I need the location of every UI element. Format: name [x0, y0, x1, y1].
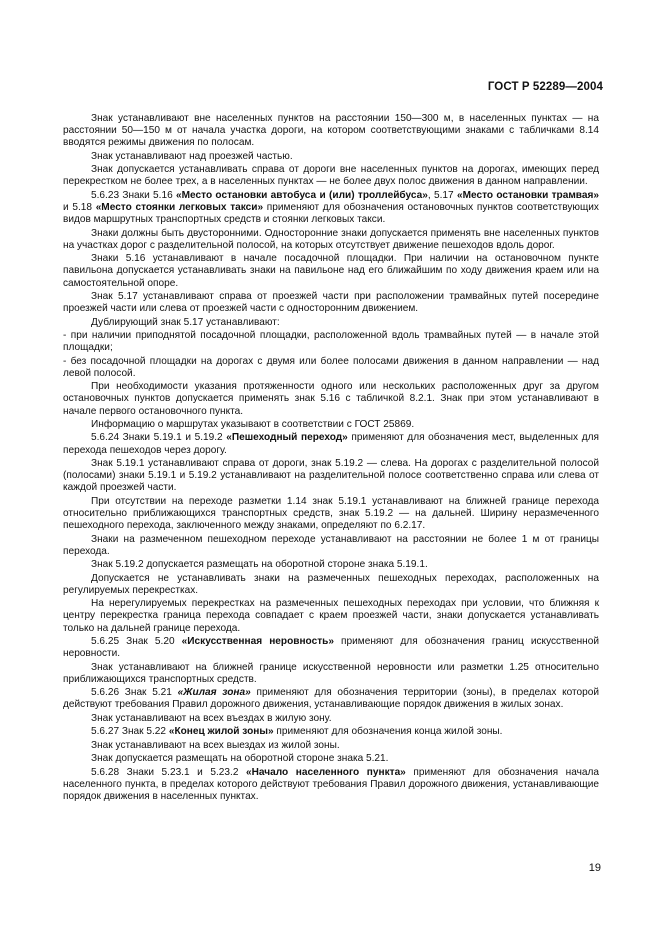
sign-name-taxi-stand: «Место стоянки легковых такси»: [95, 201, 264, 213]
text-run: применяют для обозначения мест, выделенных для перехода пешеходов через дорогу.: [63, 432, 599, 456]
sign-name-bus-stop: «Место остановки автобуса и (или) троллейбуса»: [176, 189, 428, 201]
text-run: применяют для обозначения остановочных пунктов соответствующих видов маршрутных транспортных средств и стоянки легковых такси.: [63, 201, 599, 226]
text-run: применяют для обозначения территории (зоны), в пределах которой действуют требования Правил дорожного движения, устанавливающие порядок движения в жилых зонах.: [63, 687, 599, 711]
paragraph: Знак устанавливают вне населенных пунктов на расстоянии 150—300 м, в населенных пунктах — на расстоянии 50—150 м от начала участка дороги, на котором соответствующими знаками с табличками 8.14 вводятся режимы движения по полосам.: [63, 113, 599, 149]
paragraph: Дублирующий знак 5.17 устанавливают:: [91, 316, 280, 328]
clause-5-6-28: [63, 767, 599, 803]
paragraph: Знак 5.19.1 устанавливают справа от дороги, знак 5.19.2 — слева. На дорогах с разделительной полосой (полосами) знаки 5.19.1 и 5.19.2 устанавливают на разделительной полосе соответственно справа или слева от каждой проезжей части.: [63, 458, 599, 494]
paragraph: Знак устанавливают на всех въездах в жилую зону.: [91, 712, 332, 724]
paragraph: Знак допускается размещать на оборотной стороне знака 5.21.: [91, 753, 389, 765]
clause-5-6-26: [63, 687, 599, 711]
text-run: 5.6.27 Знак 5.22: [91, 726, 169, 738]
sign-name-residential-zone-end: «Конец жилой зоны»: [168, 726, 274, 738]
paragraph: Знак устанавливают над проезжей частью.: [91, 150, 293, 162]
paragraph: Знаки 5.16 устанавливают в начале посадочной площадки. При наличии на остановочном пункте павильона допускается устанавливать знаки на павильоне над его ближайшим по ходу движения краем или на самостоятельной опоре.: [63, 253, 599, 289]
paragraph: Знак допускается устанавливать справа от дороги вне населенных пунктов на дорогах, имеющих перед перекрестком не более трех, а в населенных пунктах — не более двух полос движения в данном направлении.: [63, 164, 599, 188]
paragraph: Знак 5.19.2 допускается размещать на оборотной стороне знака 5.19.1.: [91, 559, 428, 571]
text-run: 5.6.26 Знак 5.21: [91, 687, 178, 699]
paragraph: При необходимости указания протяженности одного или нескольких расположенных друг за другом остановочных пунктов допускается применять знак 5.16 с табличкой 8.2.1. Знак при этом устанавливают в начале первого остановочного пункта.: [63, 381, 599, 417]
text-run: применяют для обозначения начала населенного пункта, в пределах которого действуют требования Правил дорожного движения, устанавливающие порядок движения в населенных пунктах.: [63, 766, 599, 802]
paragraph: Знак устанавливают на ближней границе искусственной неровности или разметки 1.25 относительно приближающихся транспортных средств.: [63, 661, 599, 685]
document-code-header: ГОСТ Р 52289—2004: [487, 81, 603, 93]
clause-5-6-23: [63, 190, 599, 226]
text-run: 5.6.23 Знаки 5.16: [91, 189, 177, 201]
sign-name-settlement-start: «Начало населенного пункта»: [246, 766, 406, 778]
paragraph: Знаки на размеченном пешеходном переходе устанавливают на расстоянии не более 1 м от границы перехода.: [63, 533, 599, 557]
text-run: , 5.17: [427, 189, 457, 201]
sign-name-pedestrian-crossing: «Пешеходный переход»: [226, 432, 348, 444]
text-run: применяют для обозначения границ искусственной неровности.: [63, 636, 599, 660]
list-item: - при наличии приподнятой посадочной площадки, расположенной вдоль трамвайных путей — в начале этой площадки;: [63, 330, 599, 354]
text-run: 5.6.24 Знаки 5.19.1 и 5.19.2: [91, 432, 227, 444]
text-run: 5.6.28 Знаки 5.23.1 и 5.23.2: [91, 766, 247, 778]
text-run: и 5.18: [63, 201, 96, 213]
clause-5-6-24: [63, 432, 599, 456]
text-run: применяют для обозначения конца жилой зоны.: [273, 726, 503, 738]
clause-5-6-27: [63, 726, 599, 738]
paragraph: При отсутствии на переходе разметки 1.14 знак 5.19.1 устанавливают на ближней границе перехода относительно приближающихся транспортных средств, знак 5.19.2 — на дальней. Ширину неразмеченного пешеходного перехода, заключенного между знаками, определяют по 6.2.17.: [63, 495, 599, 532]
paragraph: Знаки должны быть двусторонними. Односторонние знаки допускается применять вне населенных пунктов на участках дорог с разделительной полосой, на которых отсутствует движение пешеходов вдоль дорог.: [63, 227, 599, 251]
paragraph: Знак устанавливают на всех выездах из жилой зоны.: [91, 739, 340, 751]
list-item: - без посадочной площадки на дорогах с двумя или более полосами движения в данном направлении — над левой полосой.: [63, 355, 599, 379]
paragraph: Информацию о маршрутах указывают в соответствии с ГОСТ 25869.: [91, 419, 415, 431]
paragraph: Допускается не устанавливать знаки на размеченных пешеходных переходах, расположенных на регулируемых перекрестках.: [63, 572, 599, 596]
sign-name-speed-bump: «Искусственная неровность»: [181, 636, 334, 648]
paragraph: Знак 5.17 устанавливают справа от проезжей части при расположении трамвайных путей посередине проезжей части или слева от проезжей части с односторонним движением.: [63, 290, 599, 315]
document-body: [63, 113, 599, 804]
clause-5-6-25: [63, 636, 599, 660]
sign-name-residential-zone: «Жилая зона»: [177, 687, 251, 699]
text-run: 5.6.25 Знак 5.20: [91, 636, 182, 648]
paragraph: На нерегулируемых перекрестках на размеченных пешеходных переходах при условии, что ближняя к центру перекрестка граница перехода совпадает с краем проезжей части, знаки допускается устанавливать только на дальней границе перехода.: [63, 598, 599, 634]
sign-name-tram-stop: «Место остановки трамвая»: [456, 189, 599, 201]
page-number: 19: [588, 862, 601, 874]
